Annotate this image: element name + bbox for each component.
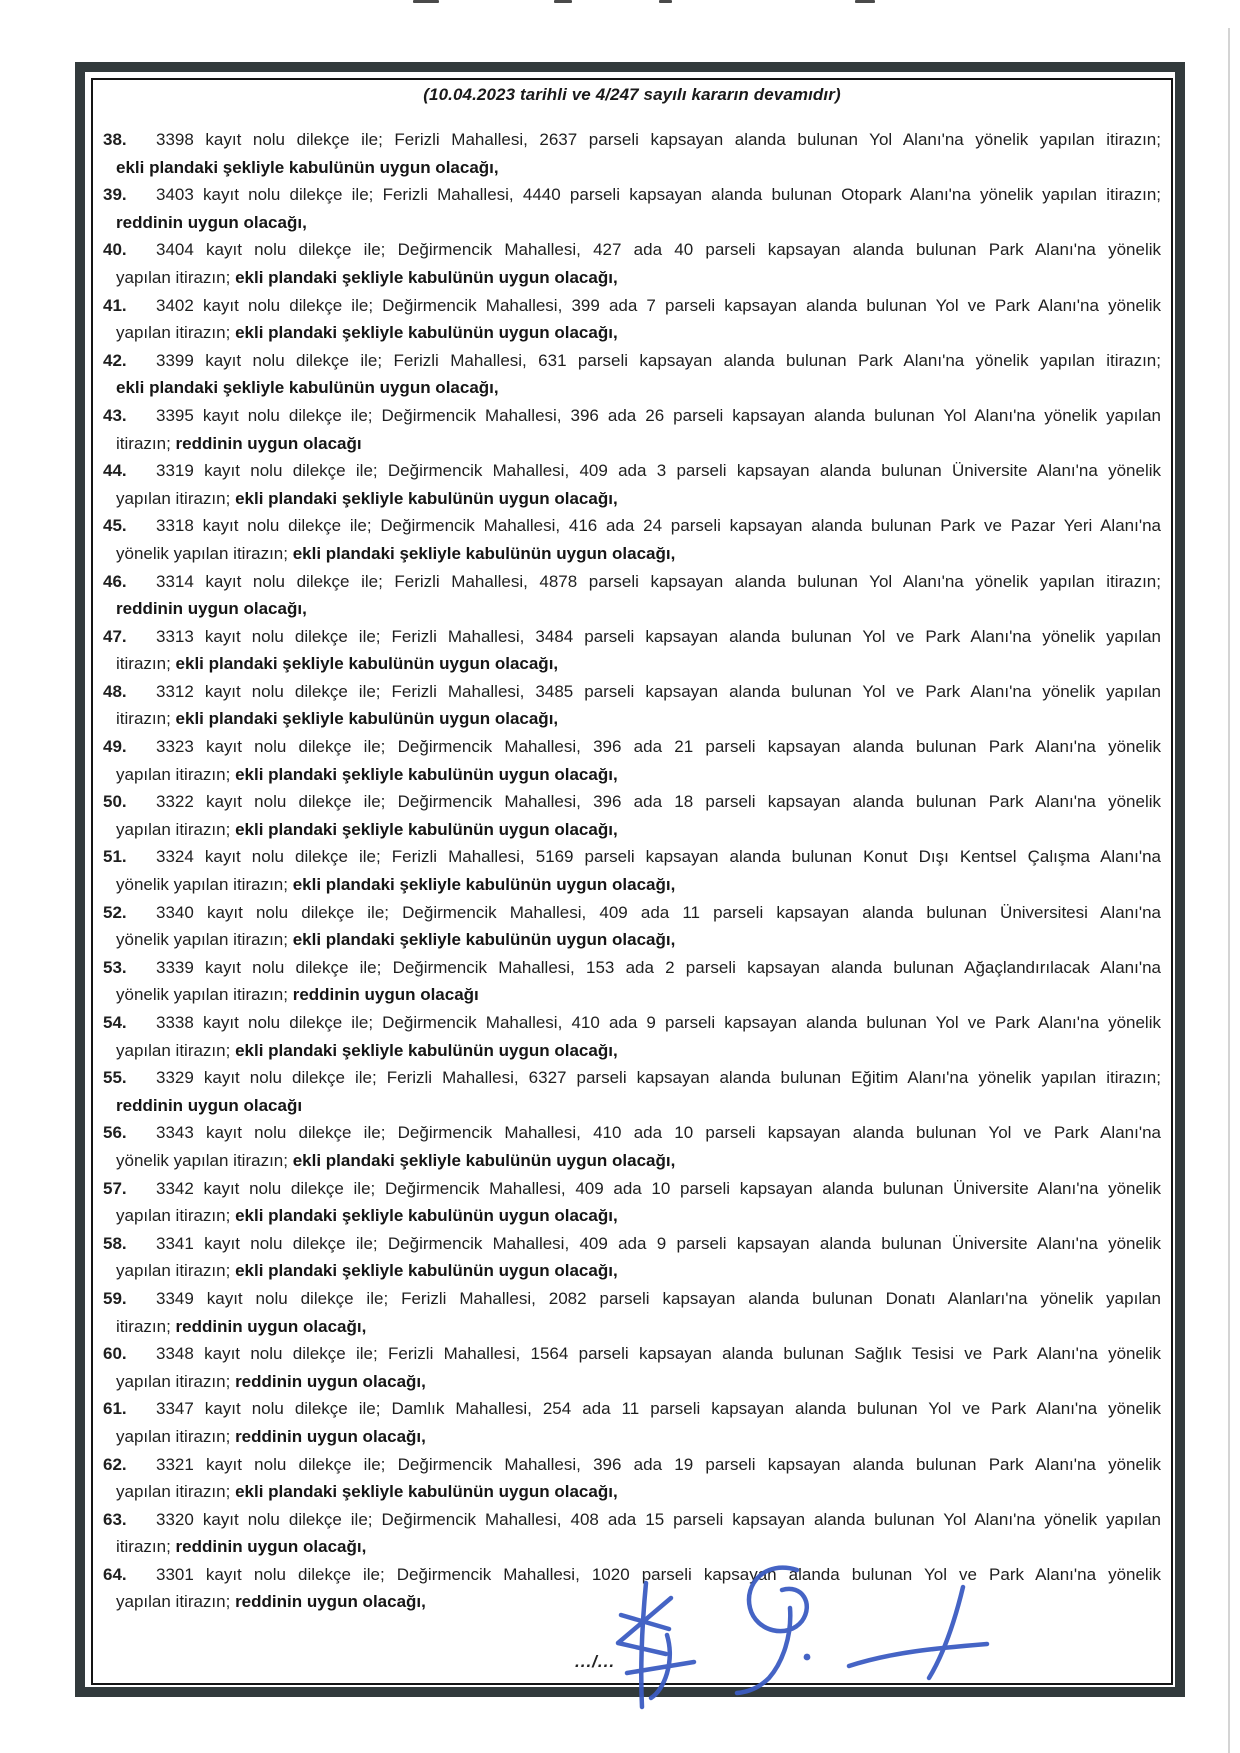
item-decision-bold: ekli plandaki şekliyle kabulünün uygun olacağı, — [235, 1040, 618, 1060]
item-text-line1: 3395 kayıt nolu dilekçe ile; Değirmencik Mahallesi, 396 ada 26 parseli kapsayan alanda bulunan Yol Alanı'na yönelik yapılan — [156, 405, 1161, 425]
item-decision-bold: ekli plandaki şekliyle kabulünün uygun olacağı, — [292, 1150, 676, 1170]
item-number: 39. — [103, 185, 127, 205]
item-text-line2: yapılan itirazın; — [116, 1482, 236, 1502]
item-text-line1: 3321 kayıt nolu dilekçe ile; Değirmencik Mahallesi, 396 ada 19 parseli kapsayan alanda bulunan Park Alanı'na yönelik — [156, 1454, 1161, 1474]
item-decision-bold: ekli plandaki şekliyle kabulünün uygun olacağı, — [235, 1482, 618, 1502]
item-text-line2: itirazın; — [116, 1537, 176, 1557]
item-text-line1: 3312 kayıt nolu dilekçe ile; Ferizli Mahallesi, 3485 parseli kapsayan alanda bulunan Yol ve Park Alanı'na yönelik yapılan — [156, 681, 1161, 701]
list-item — [103, 1009, 1161, 1064]
item-decision-bold: ekli plandaki şekliyle kabulünün uygun olacağı, — [235, 267, 618, 287]
list-item — [103, 733, 1161, 788]
item-number: 59. — [103, 1288, 127, 1308]
item-number: 38. — [103, 130, 127, 149]
item-number: 62. — [103, 1454, 127, 1474]
item-number: 42. — [103, 350, 127, 370]
item-number: 50. — [103, 792, 127, 812]
item-text-line1: 3347 kayıt nolu dilekçe ile; Damlık Mahallesi, 254 ada 11 parseli kapsayan alanda bulunan Yol ve Park Alanı'na yönelik — [156, 1399, 1161, 1419]
item-decision-bold: ekli plandaki şekliyle kabulünün uygun olacağı, — [235, 1261, 618, 1281]
item-decision-bold: ekli plandaki şekliyle kabulünün uygun olacağı, — [235, 1206, 618, 1226]
item-decision-bold: reddinin uygun olacağı, — [175, 1316, 367, 1336]
item-decision-bold: ekli plandaki şekliyle kabulünün uygun olacağı, — [235, 323, 618, 343]
item-decision-bold: ekli plandaki şekliyle kabulünün uygun olacağı, — [116, 157, 499, 177]
item-number: 56. — [103, 1123, 127, 1143]
item-text-line2: yönelik yapılan itirazın; — [116, 543, 293, 563]
item-text-line1: 3341 kayıt nolu dilekçe ile; Değirmencik Mahallesi, 409 ada 9 parseli kapsayan alanda bulunan Üniversite Alanı'na yönelik — [156, 1233, 1161, 1253]
list-item — [103, 954, 1161, 1009]
item-number: 51. — [103, 847, 127, 867]
item-text-line2: yapılan itirazın; — [116, 267, 236, 287]
list-item — [103, 1340, 1161, 1395]
item-text-line1: 3398 kayıt nolu dilekçe ile; Ferizli Mahallesi, 2637 parseli kapsayan alanda bulunan Yol Alanı'na yönelik yapılan itirazın; — [156, 130, 1161, 149]
item-text-line2: yapılan itirazın; — [116, 819, 236, 839]
item-decision-bold: reddinin uygun olacağı — [175, 433, 362, 453]
item-decision-bold: reddinin uygun olacağı, — [175, 1537, 367, 1557]
item-decision-bold: reddinin uygun olacağı, — [235, 1592, 426, 1612]
page-continuation-mark: .../... — [575, 1652, 616, 1671]
list-item — [103, 1506, 1161, 1561]
item-text-line1: 3338 kayıt nolu dilekçe ile; Değirmencik Mahallesi, 410 ada 9 parseli kapsayan alanda bulunan Yol ve Park Alanı'na yönelik — [156, 1013, 1161, 1032]
document-content — [93, 80, 1169, 1679]
list-item — [103, 181, 1161, 236]
list-item — [103, 623, 1161, 678]
item-number: 54. — [103, 1013, 127, 1032]
item-decision-bold: reddinin uygun olacağı — [116, 1095, 303, 1115]
item-number: 61. — [103, 1399, 127, 1419]
list-item — [103, 1064, 1161, 1119]
item-text-line1: 3320 kayıt nolu dilekçe ile; Değirmencik Mahallesi, 408 ada 15 parseli kapsayan alanda bulunan Yol Alanı'na yönelik yapılan — [156, 1509, 1161, 1529]
item-number: 47. — [103, 626, 127, 646]
item-text-line1: 3339 kayıt nolu dilekçe ile; Değirmencik Mahallesi, 153 ada 2 parseli kapsayan alanda bulunan Ağaçlandırılacak Alanı'na — [156, 957, 1161, 977]
item-text-line1: 3403 kayıt nolu dilekçe ile; Ferizli Mahallesi, 4440 parseli kapsayan alanda bulunan Otopark Alanı'na yönelik yapılan itirazın; — [156, 185, 1161, 205]
scan-speck — [413, 0, 439, 3]
item-number: 52. — [103, 902, 127, 922]
item-text-line2: yapılan itirazın; — [116, 1206, 236, 1226]
item-text-line2: yapılan itirazın; — [116, 1426, 236, 1446]
list-item — [103, 1119, 1161, 1174]
item-text-line1: 3348 kayıt nolu dilekçe ile; Ferizli Mahallesi, 1564 parseli kapsayan alanda bulunan Sağlık Tesisi ve Park Alanı'na yönelik — [156, 1344, 1161, 1364]
item-text-line1: 3402 kayıt nolu dilekçe ile; Değirmencik Mahallesi, 399 ada 7 parseli kapsayan alanda bulunan Yol ve Park Alanı'na yönelik — [156, 295, 1161, 315]
list-item — [103, 788, 1161, 843]
item-text-line2: yapılan itirazın; — [116, 1592, 236, 1612]
item-text-line2: yapılan itirazın; — [116, 323, 236, 343]
item-text-line1: 3404 kayıt nolu dilekçe ile; Değirmencik Mahallesi, 427 ada 40 parseli kapsayan alanda bulunan Park Alanı'na yönelik — [156, 240, 1161, 260]
item-number: 44. — [103, 461, 127, 481]
item-number: 46. — [103, 571, 127, 591]
item-decision-bold: reddinin uygun olacağı, — [116, 599, 307, 619]
item-text-line2: yönelik yapılan itirazın; — [116, 985, 293, 1005]
item-text-line1: 3349 kayıt nolu dilekçe ile; Ferizli Mahallesi, 2082 parseli kapsayan alanda bulunan Donatı Alanları'na yönelik yapılan — [156, 1288, 1161, 1308]
item-text-line1: 3329 kayıt nolu dilekçe ile; Ferizli Mahallesi, 6327 parseli kapsayan alanda bulunan Eğitim Alanı'na yönelik yapılan itirazın; — [156, 1068, 1161, 1088]
scan-speck — [855, 0, 875, 3]
item-text-line1: 3399 kayıt nolu dilekçe ile; Ferizli Mahallesi, 631 parseli kapsayan alanda bulunan Park Alanı'na yönelik yapılan itirazın; — [156, 350, 1161, 370]
item-number: 45. — [103, 516, 127, 536]
item-text-line2: itirazın; — [116, 433, 176, 453]
list-item — [103, 843, 1161, 898]
item-decision-bold: ekli plandaki şekliyle kabulünün uygun olacağı, — [235, 488, 618, 508]
item-decision-bold: reddinin uygun olacağı, — [235, 1371, 426, 1391]
item-number: 40. — [103, 240, 127, 260]
item-number: 58. — [103, 1233, 127, 1253]
list-item — [103, 1451, 1161, 1506]
scan-edge-line — [1228, 28, 1230, 1753]
item-decision-bold: ekli plandaki şekliyle kabulünün uygun olacağı, — [292, 875, 676, 895]
item-decision-bold: ekli plandaki şekliyle kabulünün uygun olacağı, — [175, 709, 559, 729]
item-number: 43. — [103, 405, 127, 425]
list-item — [103, 292, 1161, 347]
item-text-line2: itirazın; — [116, 654, 176, 674]
list-item — [103, 1395, 1161, 1450]
scan-speck — [659, 0, 672, 3]
item-text-line2: itirazın; — [116, 1316, 176, 1336]
list-item — [103, 347, 1161, 402]
list-item — [103, 126, 1161, 181]
decision-list — [103, 126, 1161, 1616]
list-item — [103, 1230, 1161, 1285]
item-text-line1: 3322 kayıt nolu dilekçe ile; Değirmencik Mahallesi, 396 ada 18 parseli kapsayan alanda bulunan Park Alanı'na yönelik — [156, 792, 1161, 812]
item-decision-bold: ekli plandaki şekliyle kabulünün uygun olacağı, — [235, 764, 618, 784]
item-number: 63. — [103, 1509, 127, 1529]
item-text-line1: 3342 kayıt nolu dilekçe ile; Değirmencik Mahallesi, 409 ada 10 parseli kapsayan alanda bulunan Üniversite Alanı'na yönelik — [156, 1178, 1161, 1198]
item-decision-bold: ekli plandaki şekliyle kabulünün uygun olacağı, — [292, 543, 676, 563]
item-number: 60. — [103, 1344, 127, 1364]
continuation-header: (10.04.2023 tarihli ve 4/247 sayılı kararın devamıdır) — [423, 85, 841, 104]
item-text-line1: 3318 kayıt nolu dilekçe ile; Değirmencik Mahallesi, 416 ada 24 parseli kapsayan alanda bulunan Park ve Pazar Yeri Alanı'na — [156, 516, 1161, 536]
item-number: 49. — [103, 737, 127, 757]
item-number: 48. — [103, 681, 127, 701]
item-number: 41. — [103, 295, 127, 315]
item-decision-bold: ekli plandaki şekliyle kabulünün uygun olacağı, — [292, 930, 676, 950]
item-number: 64. — [103, 1564, 127, 1584]
item-text-line1: 3301 kayıt nolu dilekçe ile; Değirmencik Mahallesi, 1020 parseli kapsayan alanda bulunan Yol ve Park Alanı'na yönelik — [156, 1564, 1161, 1584]
item-text-line2: yapılan itirazın; — [116, 764, 236, 784]
item-text-line2: yapılan itirazın; — [116, 1261, 236, 1281]
item-text-line2: yapılan itirazın; — [116, 488, 236, 508]
list-item — [103, 678, 1161, 733]
list-item — [103, 899, 1161, 954]
item-text-line2: itirazın; — [116, 709, 176, 729]
list-item — [103, 402, 1161, 457]
item-decision-bold: reddinin uygun olacağı, — [116, 212, 307, 232]
item-text-line1: 3319 kayıt nolu dilekçe ile; Değirmencik Mahallesi, 409 ada 3 parseli kapsayan alanda bulunan Üniversite Alanı'na yönelik — [156, 461, 1161, 481]
list-item — [103, 1175, 1161, 1230]
list-item — [103, 236, 1161, 291]
item-number: 55. — [103, 1068, 127, 1088]
item-number: 57. — [103, 1178, 127, 1198]
item-text-line1: 3313 kayıt nolu dilekçe ile; Ferizli Mahallesi, 3484 parseli kapsayan alanda bulunan Yol ve Park Alanı'na yönelik yapılan — [156, 626, 1161, 646]
item-decision-bold: ekli plandaki şekliyle kabulünün uygun olacağı, — [175, 654, 559, 674]
item-decision-bold: ekli plandaki şekliyle kabulünün uygun olacağı, — [116, 378, 499, 398]
item-text-line1: 3323 kayıt nolu dilekçe ile; Değirmencik Mahallesi, 396 ada 21 parseli kapsayan alanda bulunan Park Alanı'na yönelik — [156, 737, 1161, 757]
list-item — [103, 512, 1161, 567]
list-item — [103, 1561, 1161, 1616]
item-text-line1: 3340 kayıt nolu dilekçe ile; Değirmencik Mahallesi, 409 ada 11 parseli kapsayan alanda bulunan Üniversitesi Alanı'na — [156, 902, 1161, 922]
item-text-line1: 3314 kayıt nolu dilekçe ile; Ferizli Mahallesi, 4878 parseli kapsayan alanda bulunan Yol Alanı'na yönelik yapılan itirazın; — [156, 571, 1161, 591]
item-text-line2: yönelik yapılan itirazın; — [116, 1150, 293, 1170]
scan-speck — [554, 0, 572, 3]
item-number: 53. — [103, 957, 127, 977]
item-text-line2: yönelik yapılan itirazın; — [116, 930, 293, 950]
item-text-line1: 3343 kayıt nolu dilekçe ile; Değirmencik Mahallesi, 410 ada 10 parseli kapsayan alanda bulunan Yol ve Park Alanı'na — [156, 1123, 1161, 1143]
list-item — [103, 457, 1161, 512]
item-decision-bold: reddinin uygun olacağı, — [235, 1426, 426, 1446]
item-decision-bold: reddinin uygun olacağı — [292, 985, 479, 1005]
item-text-line2: yapılan itirazın; — [116, 1040, 236, 1060]
item-text-line2: yapılan itirazın; — [116, 1371, 236, 1391]
list-item — [103, 1285, 1161, 1340]
item-text-line2: yönelik yapılan itirazın; — [116, 875, 293, 895]
item-decision-bold: ekli plandaki şekliyle kabulünün uygun olacağı, — [235, 819, 618, 839]
list-item — [103, 568, 1161, 623]
item-text-line1: 3324 kayıt nolu dilekçe ile; Ferizli Mahallesi, 5169 parseli kapsayan alanda bulunan Konut Dışı Kentsel Çalışma Alanı'na — [156, 847, 1161, 867]
